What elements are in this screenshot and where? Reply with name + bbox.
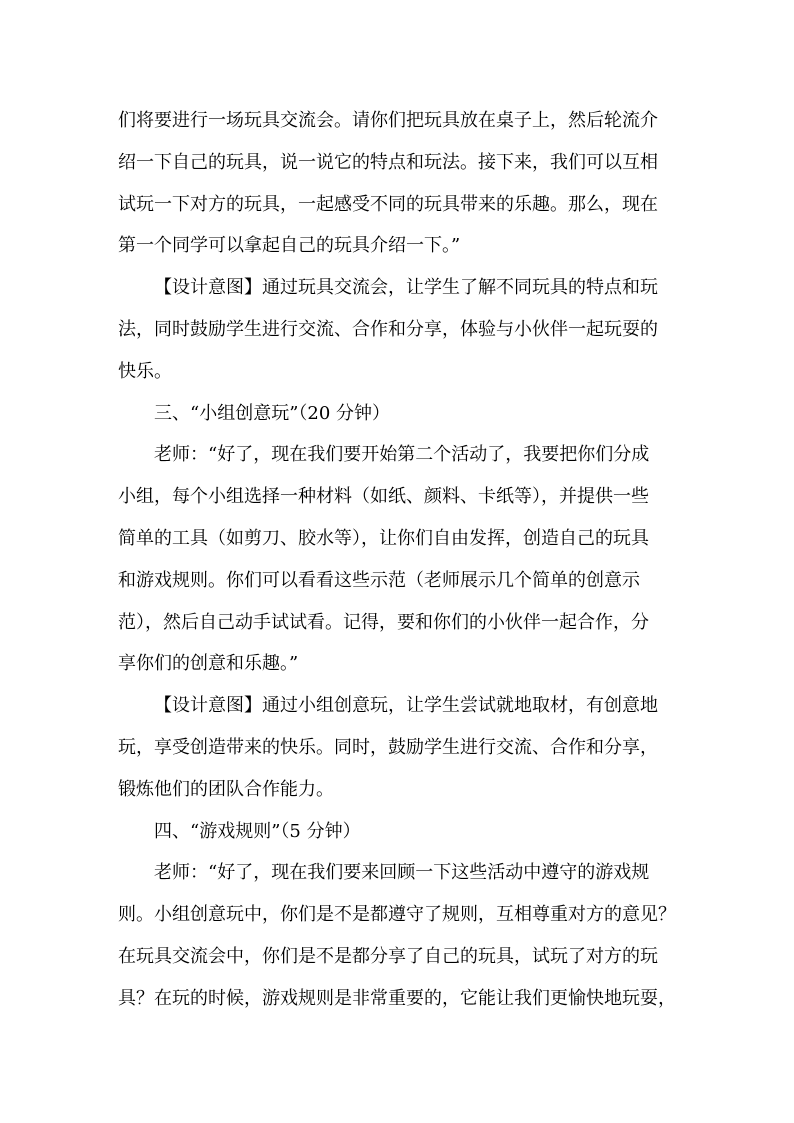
text-line: 简单的工具（如剪刀、胶水等），让你们自由发挥，创造自己的玩具 <box>118 527 649 549</box>
text-line: 则。小组创意玩中，你们是不是都遵守了规则，互相尊重对方的意见？ <box>118 904 676 926</box>
text-line: 试玩一下对方的玩具，一起感受不同的玩具带来的乐趣。那么，现在 <box>118 193 658 215</box>
design-intent-line: 【设计意图】通过小组创意玩，让学生尝试就地取材，有创意地 <box>154 695 658 717</box>
text-line: 们将要进行一场玩具交流会。请你们把玩具放在桌子上，然后轮流介 <box>118 110 658 131</box>
text-line: 快乐。 <box>118 360 172 382</box>
text-line: 玩，享受创造带来的快乐。同时，鼓励学生进行交流、合作和分享， <box>118 736 658 758</box>
text-line: 第一个同学可以拿起自己的玩具介绍一下。” <box>118 235 461 257</box>
text-line: 法，同时鼓励学生进行交流、合作和分享，体验与小伙伴一起玩耍的 <box>118 318 658 340</box>
text-line: 在玩具交流会中，你们是不是都分享了自己的玩具，试玩了对方的玩 <box>118 945 658 967</box>
text-line: 小组，每个小组选择一种材料（如纸、颜料、卡纸等），并提供一些 <box>118 486 649 508</box>
text-line: 和游戏规则。你们可以看看这些示范（老师展示几个简单的创意示 <box>118 569 640 591</box>
teacher-dialogue-line: 老师：“好了，现在我们要开始第二个活动了，我要把你们分成 <box>154 444 650 466</box>
text-line: 范），然后自己动手试试看。记得，要和你们的小伙伴一起合作，分 <box>118 611 649 633</box>
text-line: 锻炼他们的团队合作能力。 <box>118 778 334 800</box>
section-heading-4: 四、“游戏规则”（5 分钟） <box>154 820 361 842</box>
text-line: 绍一下自己的玩具，说一说它的特点和玩法。接下来，我们可以互相 <box>118 151 658 173</box>
teacher-dialogue-line: 老师：“好了，现在我们要来回顾一下这些活动中遵守的游戏规 <box>154 862 650 884</box>
text-line: 具？在玩的时候，游戏规则是非常重要的，它能让我们更愉快地玩耍， <box>118 987 676 1009</box>
text-line: 享你们的创意和乐趣。” <box>118 653 299 675</box>
design-intent-line: 【设计意图】通过玩具交流会，让学生了解不同玩具的特点和玩 <box>154 277 658 299</box>
document-body <box>118 100 678 1020</box>
section-heading-3: 三、“小组创意玩”（20 分钟） <box>154 402 391 424</box>
